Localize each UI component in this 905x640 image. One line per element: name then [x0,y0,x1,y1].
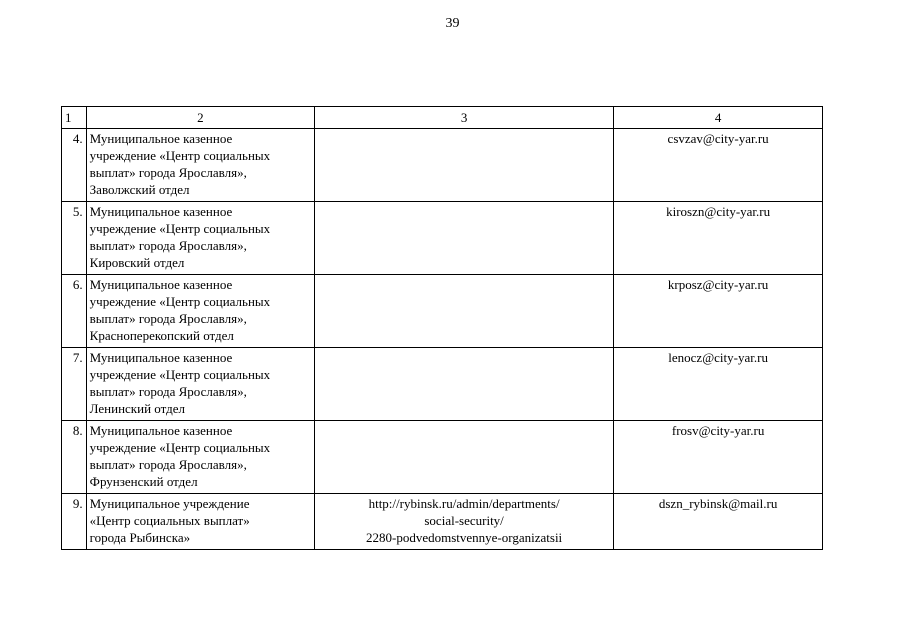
name-line: выплат» города Ярославля», [89,384,247,399]
name-line: учреждение «Центр социальных [89,440,271,455]
name-line: Фрунзенский отдел [89,474,198,489]
organization-name [86,348,314,421]
table-row [62,275,823,348]
table-header-row [62,107,823,129]
website-link-line[interactable]: 2280-podvedomstvennye-organizatsii [366,530,563,545]
email-address: kiroszn@city-yar.ru [614,202,823,275]
website-cell [314,275,613,348]
row-number: 7. [62,348,87,421]
row-number: 8. [62,421,87,494]
name-line: выплат» города Ярославля», [89,457,247,472]
email-address: lenocz@city-yar.ru [614,348,823,421]
website-cell [314,494,613,550]
name-line: учреждение «Центр социальных [89,221,271,236]
page-number: 39 [445,16,460,31]
email-address: dszn_rybinsk@mail.ru [614,494,823,550]
name-line: выплат» города Ярославля», [89,311,247,326]
row-number: 5. [62,202,87,275]
table-row [62,494,823,550]
name-line: выплат» города Ярославля», [89,238,247,253]
name-line: Заволжский отдел [89,182,190,197]
email-address: krposz@city-yar.ru [614,275,823,348]
name-line: Муниципальное казенное [89,204,233,219]
name-line: учреждение «Центр социальных [89,367,271,382]
organizations-table [61,106,823,550]
organization-name [86,129,314,202]
organization-name [86,421,314,494]
table-row [62,202,823,275]
header-cell-number: 1 [62,107,87,129]
organization-name [86,494,314,550]
website-link-line[interactable]: http://rybinsk.ru/admin/departments/ [368,496,560,511]
name-line: «Центр социальных выплат» [89,513,250,528]
name-line: Муниципальное казенное [89,277,233,292]
name-line: города Рыбинска» [89,530,191,545]
table-row [62,129,823,202]
name-line: выплат» города Ярославля», [89,165,247,180]
table-row [62,421,823,494]
email-address: frosv@city-yar.ru [614,421,823,494]
organization-name [86,202,314,275]
header-cell-name: 2 [86,107,314,129]
website-cell [314,202,613,275]
name-line: учреждение «Центр социальных [89,294,271,309]
email-address: csvzav@city-yar.ru [614,129,823,202]
header-cell-email: 4 [614,107,823,129]
row-number: 6. [62,275,87,348]
row-number: 9. [62,494,87,550]
website-cell [314,421,613,494]
row-number: 4. [62,129,87,202]
name-line: Кировский отдел [89,255,185,270]
name-line: Муниципальное казенное [89,423,233,438]
table-row [62,348,823,421]
header-cell-website: 3 [314,107,613,129]
name-line: Красноперекопский отдел [89,328,234,343]
name-line: Муниципальное казенное [89,350,233,365]
name-line: учреждение «Центр социальных [89,148,271,163]
website-link-line[interactable]: social-security/ [424,513,504,528]
organization-name [86,275,314,348]
website-cell [314,348,613,421]
website-cell [314,129,613,202]
name-line: Муниципальное учреждение [89,496,250,511]
name-line: Ленинский отдел [89,401,186,416]
name-line: Муниципальное казенное [89,131,233,146]
